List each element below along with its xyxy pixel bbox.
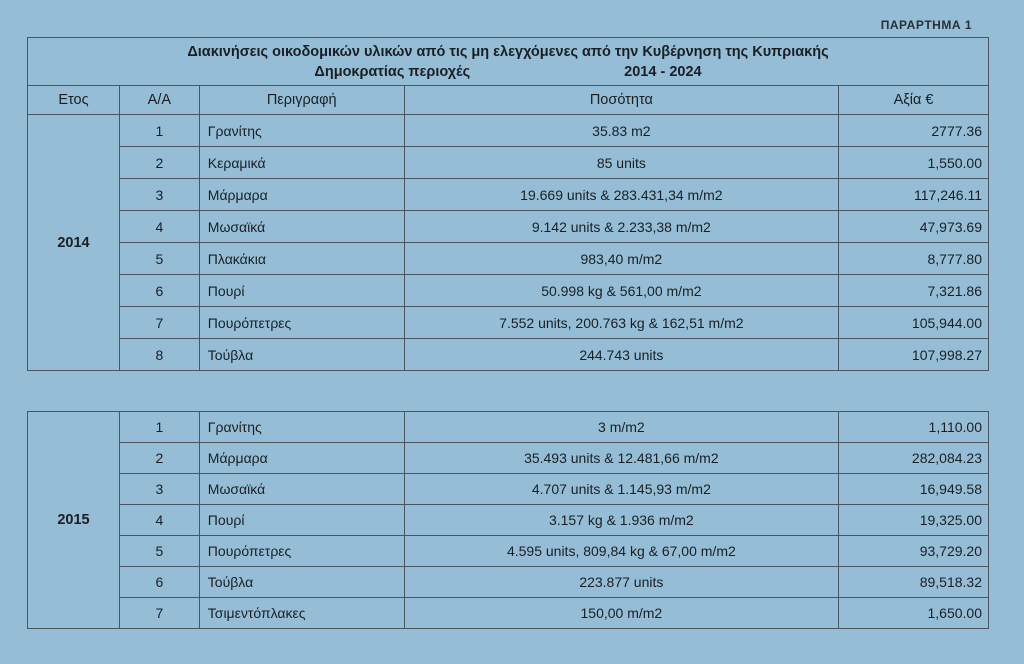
description-cell: Τσιμεντόπλακες	[199, 598, 404, 629]
quantity-cell: 983,40 m/m2	[404, 243, 838, 275]
description-cell: Τούβλα	[199, 567, 404, 598]
value-cell: 47,973.69	[839, 211, 989, 243]
value-cell: 1,110.00	[839, 412, 989, 443]
aa-cell: 4	[119, 505, 199, 536]
header-quantity: Ποσότητα	[404, 86, 838, 115]
description-cell: Μωσαϊκά	[199, 211, 404, 243]
quantity-cell: 150,00 m/m2	[404, 598, 838, 629]
table-row	[28, 243, 989, 275]
value-cell: 7,321.86	[839, 275, 989, 307]
aa-cell: 1	[119, 412, 199, 443]
table-row	[28, 505, 989, 536]
description-cell: Πουρί	[199, 505, 404, 536]
quantity-cell: 4.707 units & 1.145,93 m/m2	[404, 474, 838, 505]
value-cell: 8,777.80	[839, 243, 989, 275]
description-cell: Μάρμαρα	[199, 179, 404, 211]
aa-cell: 4	[119, 211, 199, 243]
table-row	[28, 567, 989, 598]
quantity-cell: 7.552 units, 200.763 kg & 162,51 m/m2	[404, 307, 838, 339]
quantity-cell: 223.877 units	[404, 567, 838, 598]
title-row	[28, 38, 989, 86]
value-cell: 1,550.00	[839, 147, 989, 179]
title-line-1: Διακινήσεις οικοδομικών υλικών από τις μη ελεγχόμενες από την Κυβέρνηση της Κυπριακής	[187, 44, 829, 60]
title-years: 2014 - 2024	[624, 64, 702, 80]
value-cell: 93,729.20	[839, 536, 989, 567]
value-cell: 89,518.32	[839, 567, 989, 598]
description-cell: Γρανίτης	[199, 412, 404, 443]
year-cell: 2014	[28, 115, 120, 371]
table-body-2014	[28, 115, 989, 371]
title-line-2: Δημοκρατίας περιοχές	[314, 64, 471, 80]
aa-cell: 3	[119, 179, 199, 211]
header-value: Αξία €	[839, 86, 989, 115]
quantity-cell: 19.669 units & 283.431,34 m/m2	[404, 179, 838, 211]
materials-table-2015	[27, 411, 989, 629]
description-cell: Μάρμαρα	[199, 443, 404, 474]
quantity-cell: 50.998 kg & 561,00 m/m2	[404, 275, 838, 307]
description-cell: Πουρόπετρες	[199, 307, 404, 339]
header-description: Περιγραφή	[199, 86, 404, 115]
header-year: Ετος	[28, 86, 120, 115]
table-row	[28, 275, 989, 307]
quantity-cell: 85 units	[404, 147, 838, 179]
aa-cell: 5	[119, 243, 199, 275]
annex-label: ΠΑΡΑΡΤΗΜΑ 1	[880, 18, 972, 32]
description-cell: Κεραμικά	[199, 147, 404, 179]
table-row	[28, 307, 989, 339]
aa-cell: 2	[119, 147, 199, 179]
table-row	[28, 598, 989, 629]
quantity-cell: 3.157 kg & 1.936 m/m2	[404, 505, 838, 536]
description-cell: Γρανίτης	[199, 115, 404, 147]
aa-cell: 1	[119, 115, 199, 147]
quantity-cell: 9.142 units & 2.233,38 m/m2	[404, 211, 838, 243]
aa-cell: 7	[119, 307, 199, 339]
description-cell: Πουρόπετρες	[199, 536, 404, 567]
description-cell: Τούβλα	[199, 339, 404, 371]
quantity-cell: 3 m/m2	[404, 412, 838, 443]
aa-cell: 3	[119, 474, 199, 505]
table-row	[28, 412, 989, 443]
aa-cell: 6	[119, 275, 199, 307]
table-row	[28, 339, 989, 371]
table-body-2015	[28, 412, 989, 629]
materials-table-2014	[27, 37, 989, 371]
table-row	[28, 147, 989, 179]
value-cell: 16,949.58	[839, 474, 989, 505]
aa-cell: 6	[119, 567, 199, 598]
aa-cell: 5	[119, 536, 199, 567]
value-cell: 117,246.11	[839, 179, 989, 211]
value-cell: 107,998.27	[839, 339, 989, 371]
quantity-cell: 4.595 units, 809,84 kg & 67,00 m/m2	[404, 536, 838, 567]
description-cell: Πουρί	[199, 275, 404, 307]
value-cell: 282,084.23	[839, 443, 989, 474]
table-row	[28, 179, 989, 211]
aa-cell: 2	[119, 443, 199, 474]
table-row	[28, 115, 989, 147]
table-row	[28, 443, 989, 474]
table-row	[28, 536, 989, 567]
value-cell: 105,944.00	[839, 307, 989, 339]
value-cell: 2777.36	[839, 115, 989, 147]
description-cell: Μωσαϊκά	[199, 474, 404, 505]
year-cell: 2015	[28, 412, 120, 629]
table-row	[28, 474, 989, 505]
value-cell: 19,325.00	[839, 505, 989, 536]
quantity-cell: 35.493 units & 12.481,66 m/m2	[404, 443, 838, 474]
quantity-cell: 35.83 m2	[404, 115, 838, 147]
aa-cell: 8	[119, 339, 199, 371]
header-aa: Α/Α	[119, 86, 199, 115]
table-row	[28, 211, 989, 243]
header-row	[28, 86, 989, 115]
quantity-cell: 244.743 units	[404, 339, 838, 371]
description-cell: Πλακάκια	[199, 243, 404, 275]
value-cell: 1,650.00	[839, 598, 989, 629]
aa-cell: 7	[119, 598, 199, 629]
table-title	[28, 38, 989, 86]
